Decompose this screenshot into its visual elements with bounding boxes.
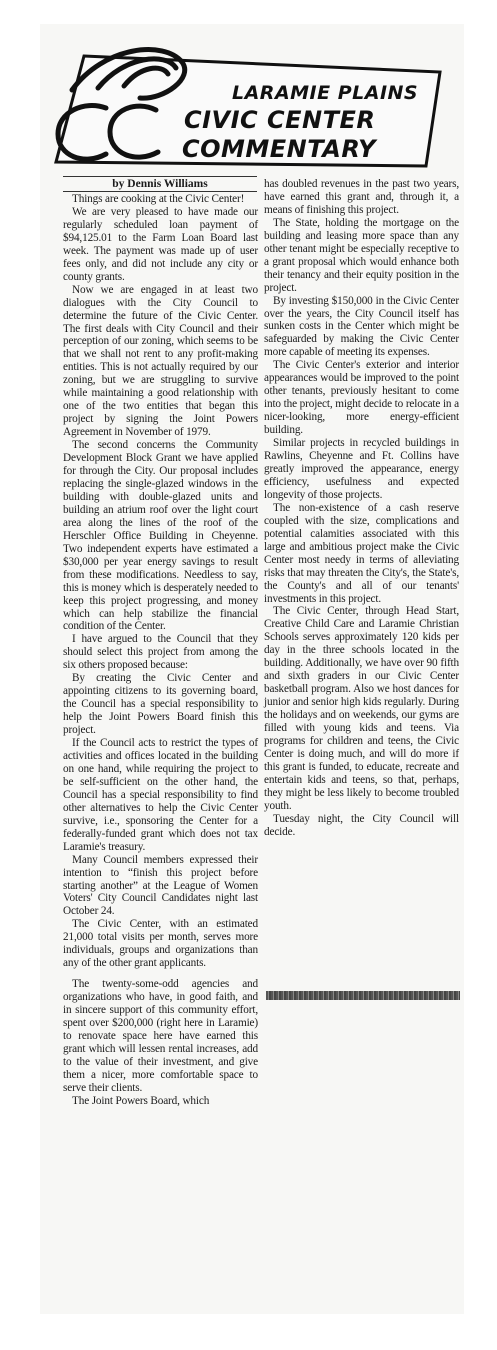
paragraph: The Civic Center's exterior and interior appearances would be improved to the point other tenants, previously hesitant to come into the project, might decide to relocate in a nicer-looking, more energy-efficient building. xyxy=(264,359,459,437)
masthead-line-commentary: COMMENTARY xyxy=(182,135,376,163)
column-divider xyxy=(260,178,261,1308)
masthead-line-civic-center: CIVIC CENTER xyxy=(184,106,376,134)
end-of-article-rule xyxy=(266,991,460,1000)
paragraph: Many Council members expressed their intention to “finish this project before starting another” at the League of Women Voters' City Council Candidates night last October 24. xyxy=(63,853,258,918)
paragraph: Similar projects in recycled buildings in Rawlins, Cheyenne and Ft. Collins have greatly improved the appearance, energy efficiency, usefulness and expected longevity of those projects. xyxy=(264,437,459,501)
paragraph: The Civic Center, with an estimated 21,000 total visits per month, serves more individuals, groups and organizations than any of the other grant applicants. xyxy=(63,918,258,970)
masthead-line-laramie-plains: LARAMIE PLAINS xyxy=(232,82,419,104)
article-column-left xyxy=(63,193,258,1108)
paragraph: I have argued to the Council that they should select this project from among the six others proposed because: xyxy=(63,633,258,672)
paragraph: We are very pleased to have made our regularly scheduled loan payment of $94,125.01 to the Farm Loan Board last week. The payment was made up of user fees only, and did not include any city or county grants. xyxy=(63,205,258,283)
paragraph: Things are cooking at the Civic Center! xyxy=(72,193,245,205)
paragraph: By creating the Civic Center and appointing citizens to its governing board, the Council has a special responsibility to help the Joint Powers Board finish this project. xyxy=(63,672,258,737)
paragraph: has doubled revenues in the past two years, have earned this grant and, through it, a means of finishing this project. xyxy=(264,178,459,216)
paragraph: By investing $150,000 in the Civic Center over the years, the City Council itself has sunken costs in the Center which might be safeguarded by making the Civic Center more capable of meeting its expenses. xyxy=(264,294,459,359)
article-column-right xyxy=(264,178,459,839)
paragraph: Now we are engaged in at least two dialogues with the City Council to determine the future of the Civic Center. The first deals with City Council and their perception of our zoning, which seems to be that we shall not rent to any profit-making entities. This is not actually required by our zoning, but we are struggling to survive while maintaining a good relationship with one of the two entities that began this project by signing the Joint Powers Agreement in November of 1979. xyxy=(63,283,258,439)
paragraph: If the Council acts to restrict the types of activities and offices located in the building on one hand, while requiring the project to be self-sufficient on the other hand, the Council has a special responsibility to find other alternatives to help the Civic Center survive, i.e., sponsoring the Center for a federally-funded grant which does not tax Laramie's treasury. xyxy=(63,737,258,853)
paragraph: The State, holding the mortgage on the building and leasing more space than any other tenant might be especially receptive to a grant proposal which would enhance both their tenancy and their equity position in the project. xyxy=(264,216,459,294)
paragraph: The non-existence of a cash reserve coupled with the size, complications and potential calamities associated with this large and ambitious project make the Civic Center most needy in terms of alleviating risks that may threaten the City's, the State's, the County's and all of our tenants' investments in this project. xyxy=(264,501,459,605)
paragraph: The twenty-some-odd agencies and organizations who have, in good faith, and in sincere support of this community effort, spent over $200,000 (right here in Laramie) to renovate space here have earned this grant which will lessen rental increases, add to the value of their investment, and give them a nicer, more comfortable space to serve their clients. xyxy=(63,978,258,1094)
paragraph: The second concerns the Community Development Block Grant we have applied for through the City. Our proposal includes replacing the single-glazed windows in the building with double-glazed units and building an atrium roof over the light court area along the lines of the roof of the Herschler Office Building in Cheyenne. Two independent experts have estimated a $30,000 per year energy savings to result from these modifications. Needless to say, this is money which is desperately needed to keep this project progressing, and money which can help stabilize the financial condition of the Center. xyxy=(63,439,258,633)
masthead xyxy=(44,38,444,170)
byline: by Dennis Williams xyxy=(63,176,257,192)
paragraph: The Joint Powers Board, which xyxy=(72,1094,210,1107)
paragraph: The Civic Center, through Head Start, Creative Child Care and Laramie Christian Schools serves approximately 120 kids per day in the three schools located in the building. Additionally, we have over 90 fifth and sixth graders in our Civic Center basketball program. Also we host dances for junior and senior high kids regularly. During the holidays and on weekends, our gyms are filled with young kids and teens. Via programs for children and teens, the Civic Center is doing much, and will do more if this grant is funded, to educate, recreate and entertain kids and teens, so that, perhaps, they might be less likely to become troubled youth. xyxy=(264,605,459,812)
paragraph: Tuesday night, the City Council will decide. xyxy=(264,812,459,838)
